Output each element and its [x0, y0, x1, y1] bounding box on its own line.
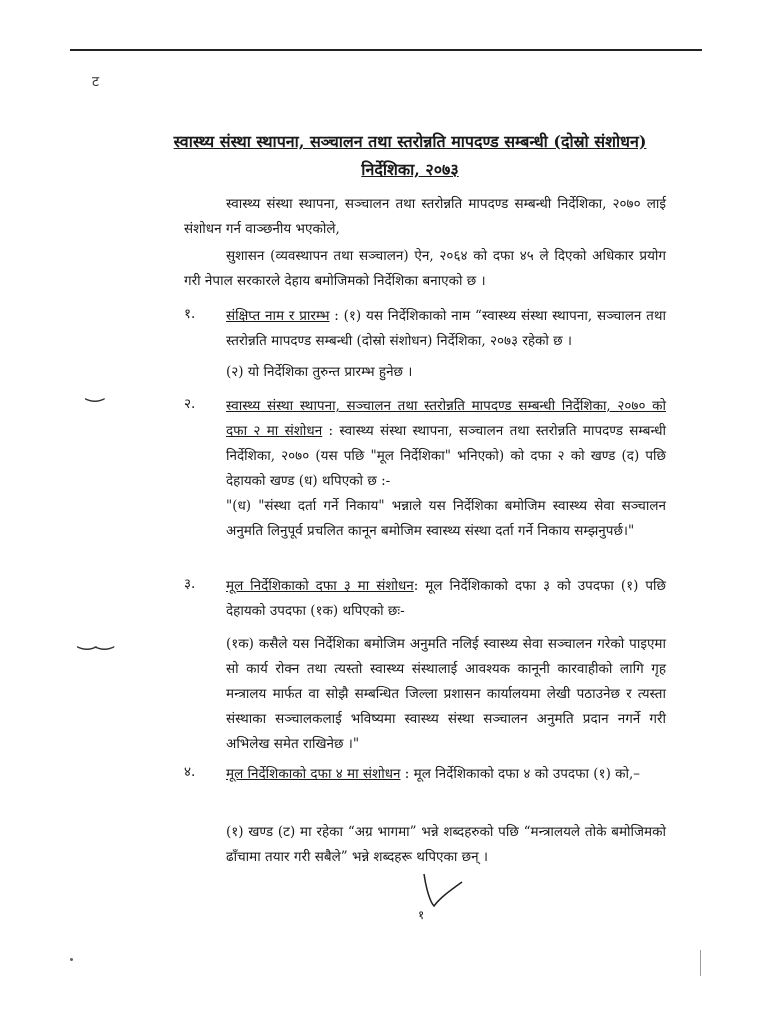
preamble-para-1: स्वास्थ्य संस्था स्थापना, सञ्चालन तथा स्तरोन्नति मापदण्ड सम्बन्धी निर्देशिका, २०७० लाई संशोधन गर्न वाञ्छनीय भएकोले, — [184, 196, 666, 237]
preamble-para-2: सुशासन (व्यवस्थापन तथा सञ्चालन) ऐन, २०६४ को दफा ४५ ले दिएको अधिकार प्रयोग गरी नेपाल सरकारले देहाय बमोजिमको निर्देशिका बनाएको छ । — [184, 248, 666, 289]
section-3-heading: मूल निर्देशिकाको दफा ३ मा संशोधन — [226, 578, 414, 594]
document-title-line2: निर्देशिका, २०७३ — [361, 160, 459, 179]
section-4-number: ४. — [184, 764, 196, 780]
corner-mark: ट — [92, 74, 100, 90]
section-2-text — [226, 394, 666, 494]
section-4-body: : मूल निर्देशिकाको दफा ४ को उपदफा (१) को,– — [400, 766, 641, 782]
margin-mark-2: ‿‿ — [78, 626, 114, 651]
section-4-sub: (१) खण्ड (ट) मा रहेका “अग्र भागमा” भन्ने शब्दहरुको पछि “मन्त्रालयले तोके बमोजिमको ढाँचामा तयार गरी सबैले” भन्ने शब्दहरू थपिएका छन् । — [226, 824, 666, 865]
scan-edge-line — [700, 950, 701, 976]
section-4-heading: मूल निर्देशिकाको दफा ४ मा संशोधन — [226, 766, 401, 782]
page-number: १ — [418, 908, 425, 922]
signature-mark — [418, 868, 478, 912]
section-1-text — [226, 304, 666, 354]
section-3-body: : मूल निर्देशिकाको दफा ३ को उपदफा (१) पछि देहायको उपदफा (१क) थपिएको छः- — [226, 578, 666, 619]
section-1-number: १. — [184, 306, 196, 322]
section-1-heading: संक्षिप्त नाम र प्रारम्भ — [226, 308, 330, 324]
section-2-sub: "(ध) "संस्था दर्ता गर्ने निकाय" भन्नाले यस निर्देशिका बमोजिम स्वास्थ्य सेवा सञ्चालन अनुमति लिनुपूर्व प्रचलित कानून बमोजिम स्वास्थ्य संस्था दर्ता गर्ने निकाय सम्झनुपर्छ।" — [226, 498, 666, 539]
section-1-body: : (१) यस निर्देशिकाको नाम “स्वास्थ्य संस्था स्थापना, सञ्चालन तथा स्तरोन्नति मापदण्ड सम्बन्धी (दोस्रो संशोधन) निर्देशिका, २०७३ रहेको छ । — [226, 308, 666, 349]
margin-mark-1: ‿ — [86, 378, 104, 403]
section-4-text — [226, 762, 666, 787]
scan-speck — [70, 958, 73, 961]
section-2-number: २. — [184, 396, 196, 412]
top-rule — [70, 49, 702, 51]
section-3-text — [226, 574, 666, 624]
section-3-number: ३. — [184, 576, 196, 592]
section-1-sub: (२) यो निर्देशिका तुरुन्त प्रारम्भ हुनेछ । — [226, 364, 413, 380]
section-2-heading: स्वास्थ्य संस्था स्थापना, सञ्चालन तथा स्तरोन्नति मापदण्ड सम्बन्धी निर्देशिका, २०७० को दफा २ मा संशोधन — [226, 398, 666, 439]
section-2-body: : स्वास्थ्य संस्था स्थापना, सञ्चालन तथा स्तरोन्नति मापदण्ड सम्बन्धी निर्देशिका, २०७० (यस पछि "मूल निर्देशिका" भनिएको) को दफा २ को खण्ड (द) पछि देहायको खण्ड (ध) थपिएको छ :- — [226, 423, 666, 489]
section-3-sub: (१क) कसैले यस निर्देशिका बमोजिम अनुमति नलिई स्वास्थ्य सेवा सञ्चालन गरेको पाइएमा सो कार्य रोक्न तथा त्यस्तो स्वास्थ्य संस्थालाई आवश्यक कानूनी कारवाहीको लागि गृह मन्त्रालय मार्फत वा सोझै सम्बन्धित जिल्ला प्रशासन कार्यालयमा लेखी पठाउनेछ र त्यस्ता संस्थाका सञ्चालकलाई भविष्यमा स्वास्थ्य संस्था सञ्चालन अनुमति प्रदान नगर्ने गरी अभिलेख समेत राखिनेछ ।" — [226, 636, 666, 752]
document-title-line1: स्वास्थ्य संस्था स्थापना, सञ्चालन तथा स्तरोन्नति मापदण्ड सम्बन्धी (दोस्रो संशोधन) — [173, 132, 647, 151]
